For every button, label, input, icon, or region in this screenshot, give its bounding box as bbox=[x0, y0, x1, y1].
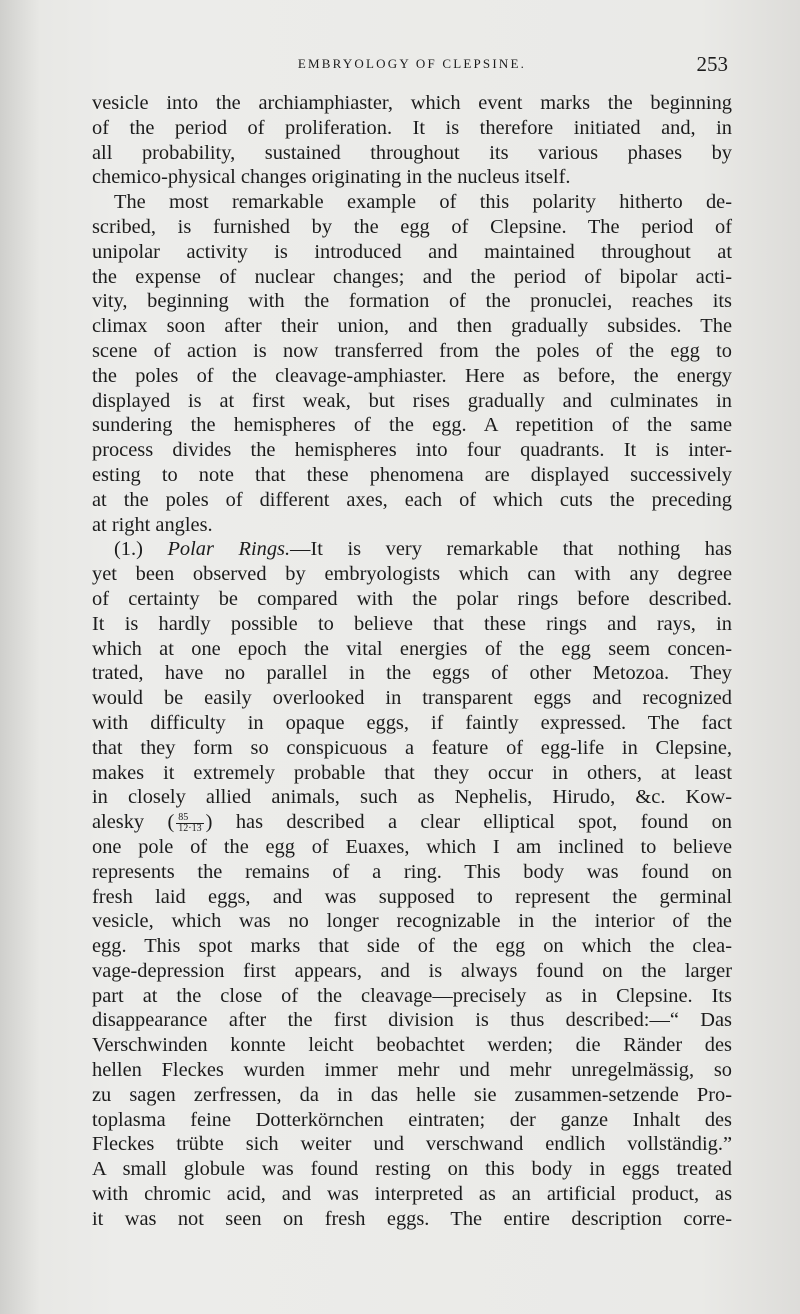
text-line: zu sagen zerfressen, da in das helle sie zusammen-setzende Pro- bbox=[92, 1083, 732, 1106]
text-line: makes it extremely probable that they occur in others, at least bbox=[92, 761, 732, 784]
text-line: fresh laid eggs, and was supposed to represent the germinal bbox=[92, 885, 732, 908]
paragraph-polarity bbox=[92, 190, 732, 537]
text-line: that they form so conspicuous a feature of egg-life in Clepsine, bbox=[92, 736, 732, 759]
text-line: yet been observed by embryologists which can with any degree bbox=[92, 563, 732, 586]
text-fragment: alesky bbox=[92, 811, 145, 834]
text-line: the poles of the cleavage-amphiaster. Here as before, the energy bbox=[92, 364, 732, 387]
text-line: vesicle into the archiamphiaster, which event marks the beginning bbox=[92, 92, 732, 114]
text-line: the expense of nuclear changes; and the period of bipolar acti- bbox=[92, 265, 732, 288]
text-line: all probability, sustained throughout its various phases by bbox=[92, 141, 732, 164]
citation-denominator: 12·13 bbox=[178, 822, 202, 834]
text-line: trated, have no parallel in the eggs of other Metozoa. They bbox=[92, 662, 732, 685]
text-line: scribed, is furnished by the egg of Clepsine. The period of bbox=[92, 215, 732, 238]
text-line: represents the remains of a ring. This body was found on bbox=[92, 860, 732, 883]
text-line: climax soon after their union, and then gradually subsides. The bbox=[92, 315, 732, 338]
citation-numerator: 85 bbox=[176, 813, 203, 824]
text-line: The most remarkable example of this polarity hitherto de- bbox=[114, 191, 732, 214]
text-line-heading bbox=[92, 537, 732, 562]
text-line: Verschwinden konnte leicht beobachtet werden; die Ränder des bbox=[92, 1034, 732, 1057]
text-line: esting to note that these phenomena are displayed successively bbox=[92, 463, 732, 486]
text-line: displayed is at first weak, but rises gradually and culminates in bbox=[92, 389, 732, 412]
text-line: which at one epoch the vital energies of the egg seem concen- bbox=[92, 637, 732, 660]
text-line: egg. This spot marks that side of the egg on which the clea- bbox=[92, 935, 732, 958]
paragraph-continuation bbox=[92, 91, 732, 190]
page-number: 253 bbox=[696, 52, 728, 76]
text-line: toplasma feine Dotterkörnchen eintraten; der ganze Inhalt des bbox=[92, 1108, 732, 1131]
text-fragment: has described a clear elliptical spot, found on bbox=[235, 811, 733, 834]
text-line: with difficulty in opaque eggs, if faintly expressed. The fact bbox=[92, 711, 732, 734]
citation-fraction bbox=[176, 813, 203, 834]
text-line: at the poles of different axes, each of which cuts the preceding bbox=[92, 488, 732, 511]
text-line: one pole of the egg of Euaxes, which I am inclined to believe bbox=[92, 835, 732, 858]
text-line: Fleckes trübte sich weiter und verschwand endlich vollständig.” bbox=[92, 1133, 732, 1156]
text-line: A small globule was found resting on this body in eggs treated bbox=[92, 1158, 732, 1181]
text-line: It is hardly possible to believe that these rings and rays, in bbox=[92, 612, 732, 635]
section-number: (1.) bbox=[114, 538, 143, 561]
text-line: in closely allied animals, such as Nephelis, Hirudo, &c. Kow- bbox=[92, 786, 732, 809]
text-line: vesicle, which was no longer recognizable in the interior of the bbox=[92, 910, 732, 933]
text-line: disappearance after the first division is thus described:—“ Das bbox=[92, 1009, 732, 1032]
text-line: unipolar activity is introduced and maintained throughout at bbox=[92, 240, 732, 263]
text-line: vage-depression first appears, and is always found on the larger bbox=[92, 959, 732, 982]
text-line: of the period of proliferation. It is therefore initiated and, in bbox=[92, 116, 732, 139]
text-line: it was not seen on fresh eggs. The entire description corre- bbox=[92, 1207, 732, 1230]
body-text bbox=[92, 91, 732, 1232]
running-head: EMBRYOLOGY OF CLEPSINE. bbox=[297, 56, 527, 71]
text-line-citation: alesky ( $\frac{85}{12\cdot 13}$ ) has described a clear elliptical spot, found on bbox=[92, 811, 733, 834]
text-line: part at the close of the cleavage—precisely as in Clepsine. Its bbox=[92, 984, 732, 1007]
text-line: sundering the hemispheres of the egg. A repetition of the same bbox=[92, 414, 732, 437]
text-line: vity, beginning with the formation of the pronuclei, reaches its bbox=[92, 290, 732, 313]
text-line: with chromic acid, and was interpreted as an artificial product, as bbox=[92, 1183, 732, 1206]
text-line: would be easily overlooked in transparent eggs and recognized bbox=[92, 687, 732, 710]
page-header bbox=[92, 52, 732, 82]
text-line: hellen Fleckes wurden immer mehr und mehr unregelmässig, so bbox=[92, 1059, 732, 1082]
text-line: scene of action is now transferred from the poles of the egg to bbox=[92, 339, 732, 362]
text-line: chemico-physical changes originating in the nucleus itself. bbox=[92, 166, 571, 189]
section-heading: Polar Rings. bbox=[167, 538, 291, 561]
text-line: of certainty be compared with the polar rings before described. bbox=[92, 587, 732, 610]
text-fragment: —It is very remarkable that nothing has bbox=[290, 538, 732, 561]
text-line: process divides the hemispheres into four quadrants. It is inter- bbox=[92, 439, 732, 462]
text-line: at right angles. bbox=[92, 513, 213, 536]
paragraph-polar-rings bbox=[92, 537, 732, 1231]
